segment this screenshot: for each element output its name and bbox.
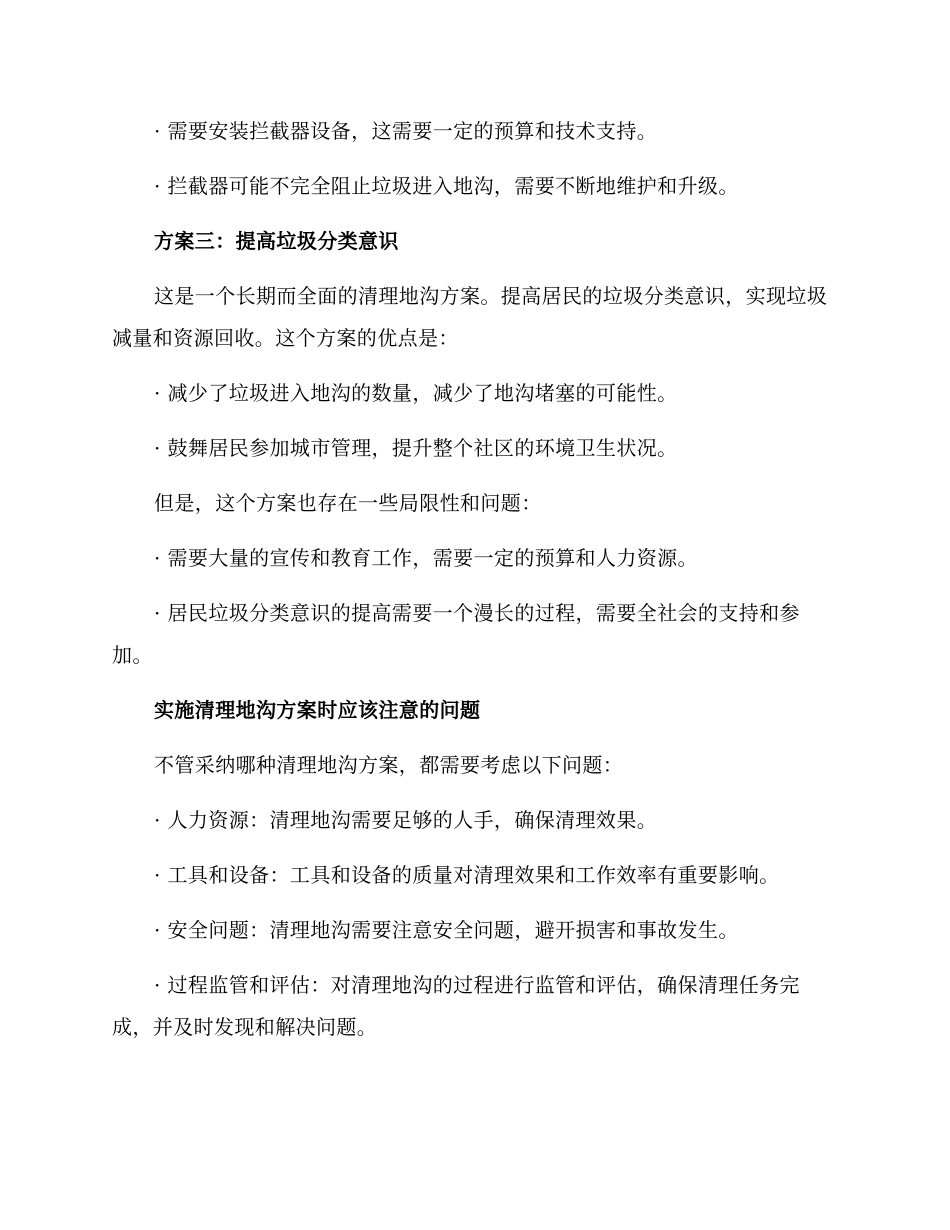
section-heading: 方案三：提高垃圾分类意识 — [154, 229, 399, 253]
bullet-item: · 过程监管和评估：对清理地沟的过程进行监管和评估，确保清理任务完成，并及时发现和解决问题。 — [112, 973, 800, 1039]
bullet-item: · 安全问题：清理地沟需要注意安全问题，避开损害和事故发生。 — [154, 918, 739, 942]
bullet-item: · 需要大量的宣传和教育工作，需要一定的预算和人力资源。 — [154, 546, 698, 570]
body-paragraph: 但是，这个方案也存在一些局限性和问题： — [154, 491, 542, 515]
bullet-item: · 人力资源：清理地沟需要足够的人手，确保清理效果。 — [154, 808, 658, 832]
body-paragraph: 不管采纳哪种清理地沟方案，都需要考虑以下问题： — [154, 753, 624, 777]
bullet-item: · 工具和设备：工具和设备的质量对清理效果和工作效率有重要影响。 — [154, 863, 780, 887]
body-paragraph: 这是一个长期而全面的清理地沟方案。提高居民的垃圾分类意识，实现垃圾减量和资源回收。这个方案的优点是： — [112, 284, 828, 350]
document-body — [112, 110, 836, 1048]
bullet-item: · 鼓舞居民参加城市管理，提升整个社区的环境卫生状况。 — [154, 436, 678, 460]
bullet-item: · 居民垃圾分类意识的提高需要一个漫长的过程，需要全社会的支持和参加。 — [112, 601, 800, 667]
section-heading: 实施清理地沟方案时应该注意的问题 — [154, 698, 481, 722]
bullet-item: · 拦截器可能不完全阻止垃圾进入地沟，需要不断地维护和升级。 — [154, 174, 739, 198]
bullet-item: · 减少了垃圾进入地沟的数量，减少了地沟堵塞的可能性。 — [154, 381, 678, 405]
bullet-item: · 需要安装拦截器设备，这需要一定的预算和技术支持。 — [154, 119, 658, 143]
